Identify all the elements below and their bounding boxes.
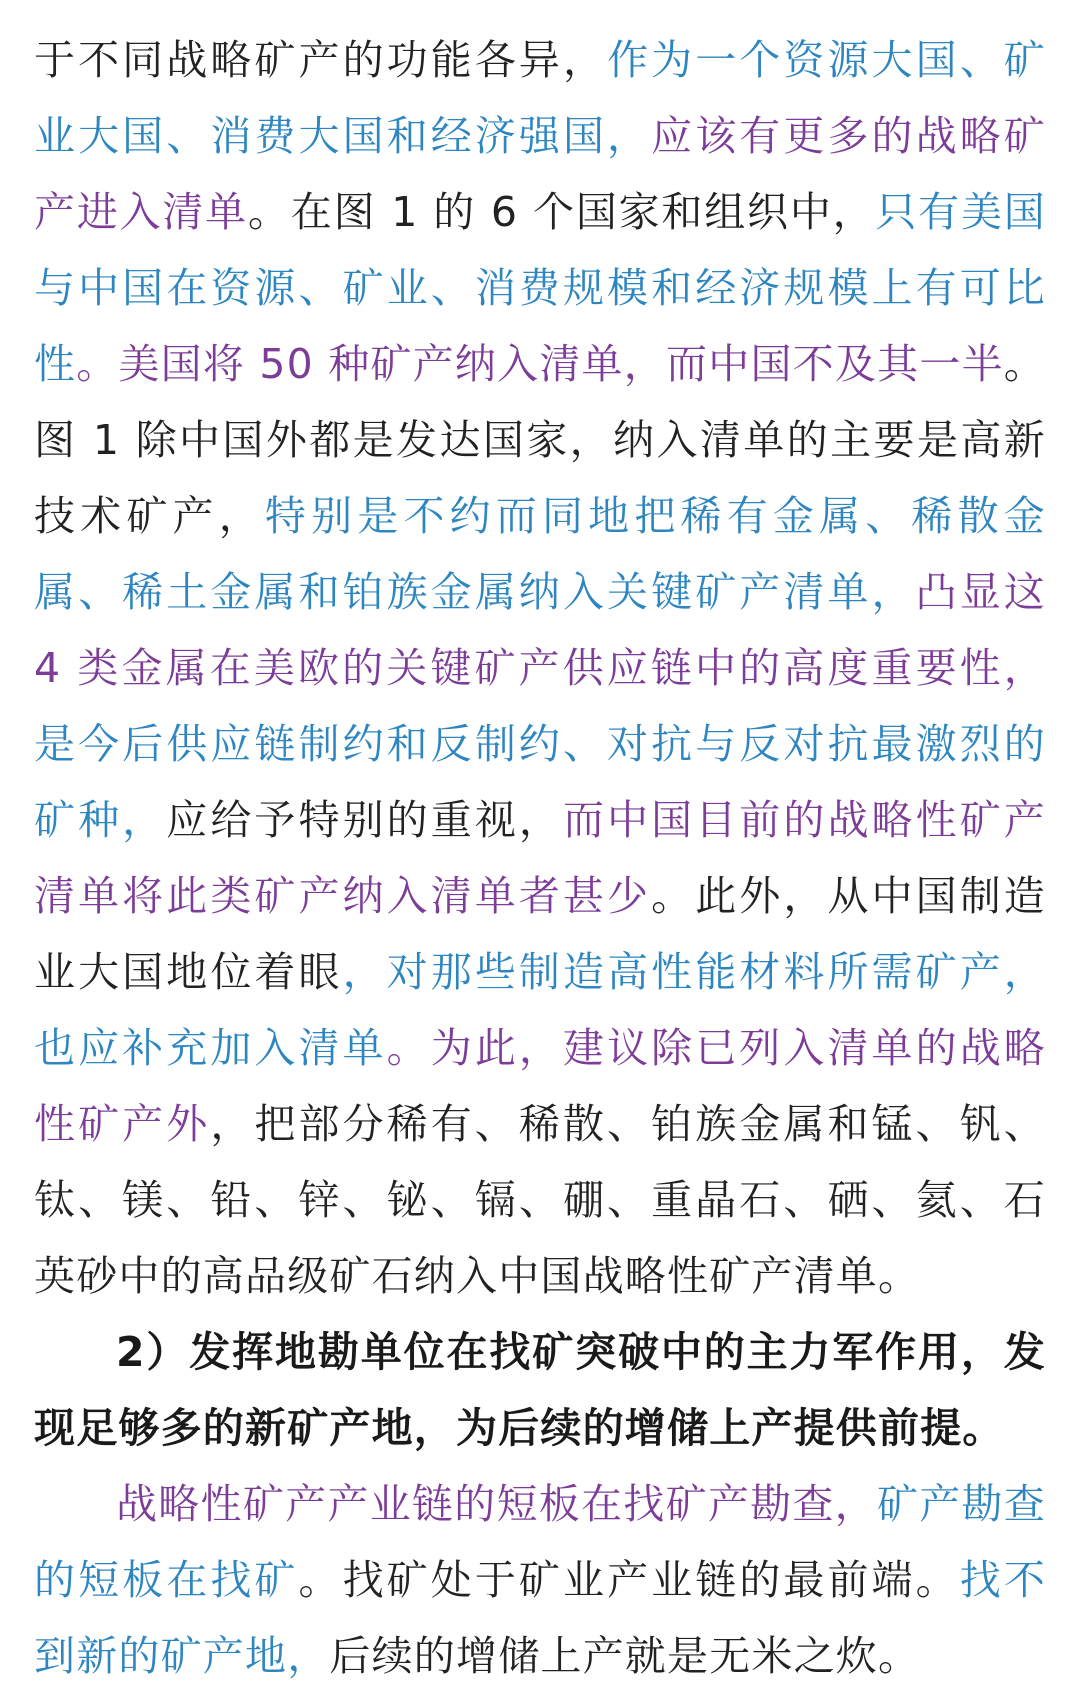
text-segment: 。在图 1 的 6 个国家和组织中，	[247, 188, 876, 236]
text-segment: 是今后供应链制约和反制约、对抗与反对抗最激烈的矿种，	[34, 720, 1046, 844]
text-segment: 。此外，从中国制造业大国地位着眼	[34, 872, 1046, 996]
text-segment: 凸显这 4 类金属在美欧的关键矿产供应链中的高度重要性，	[34, 568, 1047, 692]
text-segment: 。美国将 50 种矿产纳入清单，而中国不及其一半	[76, 340, 1004, 388]
text-segment: 。图 1 除中国外都是发达国家，纳入清单的主要是高新技术矿产，	[34, 340, 1046, 540]
text-segment: ，把部分稀有、稀散、铂族金属和锰、钒、钛、镁、铅、锌、铋、镉、硼、重晶石、硒、氦、石英砂中的高品级矿石纳入中国战略性矿产清单。	[34, 1100, 1046, 1300]
text-segment: 。找矿处于矿业产业链的最前端。	[298, 1556, 960, 1604]
text-segment: 作为一个资源大国、矿业大国、消费大国和经济强国，	[34, 36, 1046, 160]
body-paragraph	[34, 1466, 1046, 1694]
text-segment: 战略性矿产产业链的短板在找矿产勘查，	[116, 1480, 877, 1528]
text-segment: 应给予特别的重视，	[166, 796, 563, 844]
text-segment: 后续的增储上产就是无米之炊。	[329, 1632, 921, 1680]
section-heading: 2）发挥地勘单位在找矿突破中的主力军作用，发现足够多的新矿产地，为后续的增储上产提供前提。	[34, 1328, 1046, 1452]
text-segment: 应该有更多的战略矿产进入清单	[34, 112, 1046, 236]
text-segment: 找不到新的矿产地，	[34, 1556, 1047, 1680]
text-segment: ，对那些制造高性能材料所需矿产，也应补充加入清单	[34, 948, 1046, 1072]
text-segment: 而中国目前的战略性矿产清单将此类矿产纳入清单者甚少	[34, 796, 1046, 920]
text-segment: 特别是不约而同地把稀有金属、稀散金属、稀土金属和铂族金属纳入关键矿产清单，	[34, 492, 1046, 616]
text-segment: 于不同战略矿产的功能各异，	[34, 36, 608, 84]
text-segment: 。为此，建议除已列入清单的战略性矿产外	[34, 1024, 1046, 1148]
text-segment: 只有美国与中国在资源、矿业、消费规模和经济规模上有可比性	[34, 188, 1046, 388]
text-segment: 矿产勘查的短板在找矿	[34, 1480, 1046, 1604]
body-paragraph	[34, 22, 1046, 1314]
